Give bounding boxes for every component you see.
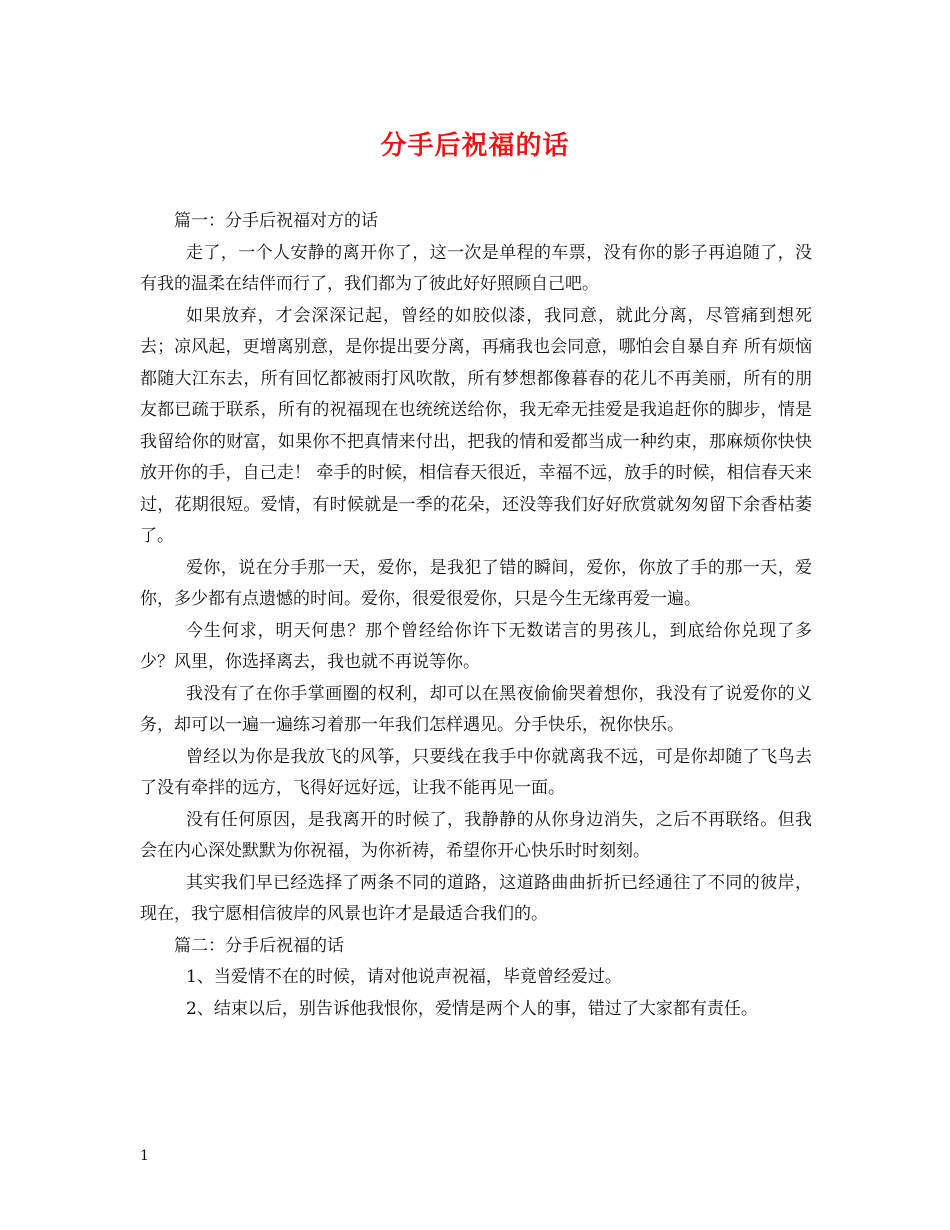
list-item-2: 2、结束以后，别告诉他我恨你，爱情是两个人的事，错过了大家都有责任。 [186, 998, 758, 1019]
paragraph-5: 我没有了在你手掌画圈的权利，却可以在黑夜偷偷哭着想你，我没有了说爱你的义务，却可以一遍一遍练习着那一年我们怎样遇见。分手快乐，祝你快乐。 [140, 683, 812, 735]
document-body [140, 206, 812, 1025]
paragraph-2: 如果放弃，才会深深记起，曾经的如胶似漆，我同意，就此分离，尽管痛到想死去；凉风起，更增离别意，是你提出要分离，再痛我也会同意，哪怕会自暴自弃 所有烦恼都随大江东去，所有回忆都被雨打风吹散，所有梦想都像暮春的花儿不再美丽，所有的朋友都已疏于联系，所有的祝福现在也统统送给你，我无牵无挂爱是我追赶你的脚步，情是我留给你的财富，如果你不把真情来付出，把我的情和爱都当成一种约束，那麻烦你快快放开你的手，自己走！ 牵手的时候，相信春天很近，幸福不远，放手的时候，相信春天来过，花期很短。爱情，有时候就是一季的花朵，还没等我们好好欣赏就匆匆留下余香枯萎了。 [140, 305, 812, 546]
paragraph-3: 爱你，说在分手那一天，爱你，是我犯了错的瞬间，爱你，你放了手的那一天，爱你，多少都有点遗憾的时间。爱你，很爱很爱你，只是今生无缘再爱一遍。 [140, 557, 812, 609]
paragraph-4: 今生何求，明天何患？那个曾经给你许下无数诺言的男孩儿，到底给你兑现了多少？风里，你选择离去，我也就不再说等你。 [140, 620, 812, 672]
section-heading-1: 篇一：分手后祝福对方的话 [174, 211, 378, 231]
section-heading-2: 篇二：分手后祝福的话 [174, 935, 344, 956]
document-title: 分手后祝福的话 [380, 131, 570, 161]
page-number: 1 [140, 1148, 149, 1164]
paragraph-6: 曾经以为你是我放飞的风筝，只要线在我手中你就离我不远，可是你却随了飞鸟去了没有牵拌的远方，飞得好远好远，让我不能再见一面。 [140, 746, 812, 798]
paragraph-7: 没有任何原因，是我离开的时候了，我静静的从你身边消失，之后不再联络。但我会在内心深处默默为你祝福，为你祈祷，希望你开心快乐时时刻刻。 [140, 809, 812, 861]
paragraph-8: 其实我们早已经选择了两条不同的道路，这道路曲曲折折已经通往了不同的彼岸，现在，我宁愿相信彼岸的风景也许才是最适合我们的。 [140, 872, 812, 924]
list-item-1: 1、当爱情不在的时候，请对他说声祝福，毕竟曾经爱过。 [186, 967, 622, 987]
paragraph-1: 走了，一个人安静的离开你了，这一次是单程的车票，没有你的影子再追随了，没有我的温柔在结伴而行了，我们都为了彼此好好照顾自己吧。 [140, 242, 812, 294]
